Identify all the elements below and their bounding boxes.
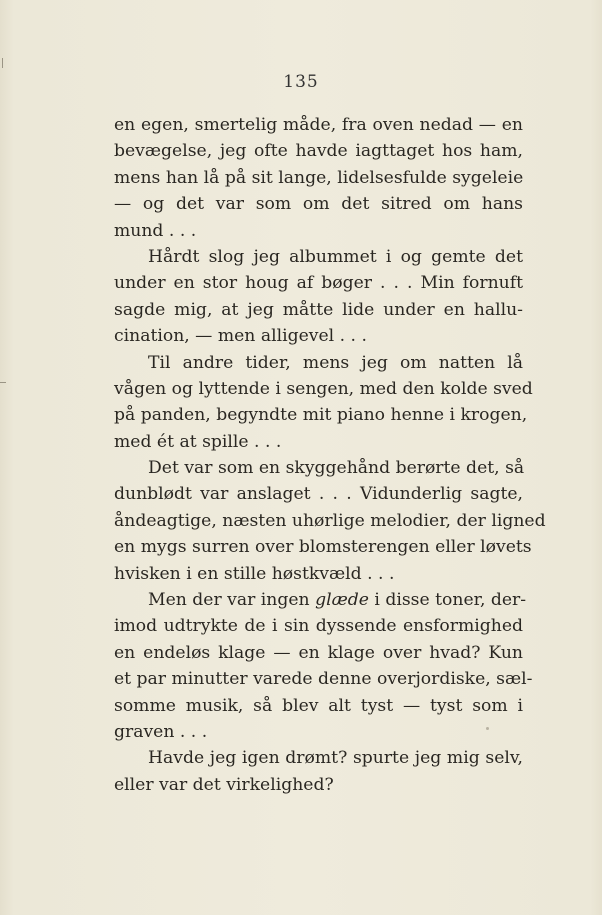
- text-line: en mygs surren over blomsterengen eller løvets: [114, 537, 532, 558]
- page-number: 135: [283, 72, 319, 92]
- binding-mark: [0, 382, 6, 383]
- text-line: Hårdt slog jeg albummet i og gemte det: [148, 246, 523, 267]
- text-line: somme musik, så blev alt tyst — tyst som i: [114, 695, 523, 716]
- text-line: en egen, smertelig måde, fra oven nedad — en: [114, 115, 523, 135]
- text-line: hvisken i en stille høstkvæld . . .: [114, 563, 395, 584]
- paper-speck: [486, 727, 489, 730]
- text-line: åndeagtige, næsten uhørlige melodier, der ligned: [114, 510, 546, 531]
- text-line: [114, 587, 527, 613]
- text-line: en endeløs klage — en klage over hvad? Kun: [114, 642, 523, 663]
- text-segment: i disse toner, der-: [368, 590, 527, 611]
- text-line: mens han lå på sit lange, lidelsesfulde sygeleie: [114, 167, 524, 188]
- text-line: et par minutter varede denne overjordiske, sæl-: [114, 669, 533, 690]
- text-line: Til andre tider, mens jeg om natten lå: [148, 352, 523, 373]
- text-line: imod udtrykte de i sin dyssende ensformighed: [114, 616, 523, 637]
- text-line: sagde mig, at jeg måtte lide under en hallu-: [114, 299, 523, 320]
- text-line: eller var det virkelighed?: [114, 774, 334, 795]
- text-line: Det var som en skyggehånd berørte det, så: [148, 458, 525, 479]
- text-line: graven . . .: [114, 721, 208, 742]
- text-line: vågen og lyttende i sengen, med den kolde sved: [114, 378, 533, 399]
- binding-mark: [2, 58, 3, 68]
- text-segment: Men der var ingen: [148, 590, 316, 611]
- text-line: med ét at spille . . .: [114, 431, 282, 452]
- text-line: under en stor houg af bøger . . . Min fornuft: [114, 273, 523, 294]
- text-line: cination, — men alligevel . . .: [114, 326, 367, 347]
- text-line: bevægelse, jeg ofte havde iagttaget hos ham,: [114, 141, 523, 162]
- text-line: — og det var som om det sitred om hans: [114, 194, 523, 215]
- body-text: [114, 112, 546, 798]
- italic-word: glæde: [315, 590, 369, 611]
- text-line: Havde jeg igen drømt? spurte jeg mig selv,: [148, 748, 523, 769]
- text-line: på panden, begyndte mit piano henne i krogen,: [114, 405, 528, 426]
- text-line: dunblødt var anslaget . . . Vidunderlig sagte,: [114, 484, 523, 505]
- text-line: mund . . .: [114, 220, 197, 241]
